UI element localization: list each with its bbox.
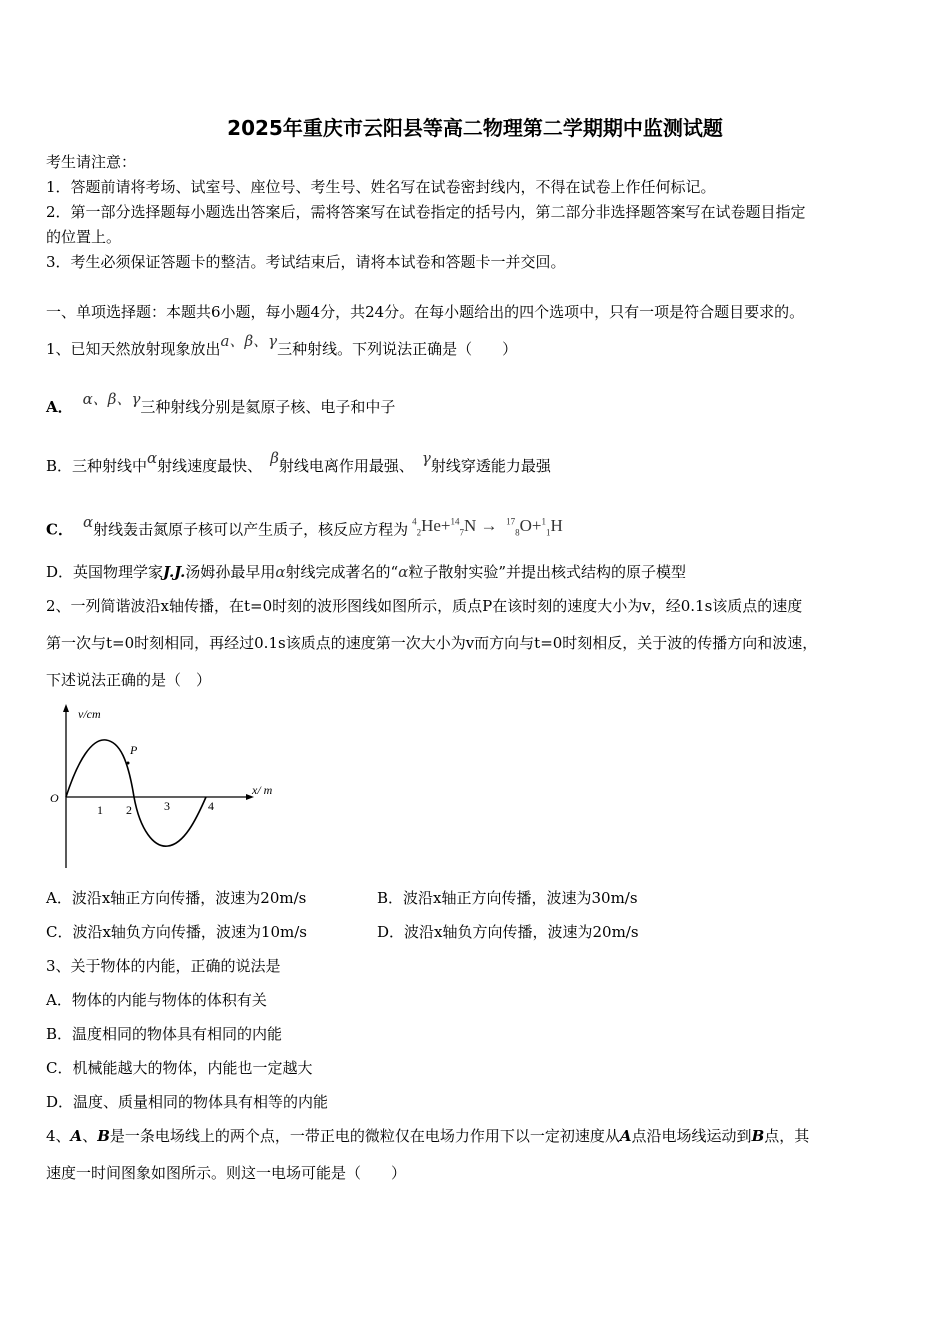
q2-line-2: 第一次与t=0时刻相同，再经过0.1s该质点的速度第一次大小为v而方向与t=0时刻相反，关于波的传播方向和波速， — [46, 634, 818, 652]
q1-c-text: 射线轰击氮原子核可以产生质子，核反应方程为 — [93, 520, 409, 539]
q1-option-c — [46, 512, 563, 546]
q3-option-c: C．机械能越大的物体，内能也一定越大 — [46, 1059, 313, 1077]
q1-d-text-1: 汤姆孙最早用 — [185, 563, 276, 581]
q1-b-text-1: 射线速度最快、 — [157, 457, 263, 475]
nuclear-reaction-formula: $^4_2$He+$^{14}_7$N → $^{17}_8$O+$^1_1$H — [412, 515, 563, 538]
notice-heading: 考生请注意： — [46, 153, 137, 171]
q1-option-a — [46, 390, 396, 417]
y-axis-arrow — [63, 704, 69, 712]
page-title: 2025年重庆市云阳县等高二物理第二学期期中监测试题 — [227, 116, 723, 140]
q1-stem-symbols: a、β、γ — [220, 332, 278, 350]
q1-d-sym-1: α — [275, 563, 286, 581]
tick-2: 2 — [126, 803, 132, 817]
q1-a-label: A． — [46, 398, 73, 416]
q1-a-text: 三种射线分别是氦原子核、电子和中子 — [140, 398, 396, 416]
q1-c-label: C． — [46, 520, 73, 539]
q3-option-a: A．物体的内能与物体的体积有关 — [46, 991, 267, 1009]
q1-b-sym-2: β — [270, 449, 279, 467]
q2-option-d: D．波沿x轴负方向传播，波速为20m/s — [377, 923, 639, 941]
q1-stem — [46, 332, 518, 359]
x-axis-label: x/ m — [252, 783, 273, 797]
q1-b-sym-3: γ — [421, 449, 431, 467]
q3-option-d: D．温度、质量相同的物体具有相等的内能 — [46, 1093, 329, 1111]
q1-d-label: D．英国物理学家 — [46, 563, 164, 581]
q1-b-label: B．三种射线中 — [46, 457, 148, 475]
notice-item-1: 1．答题前请将考场、试室号、座位号、考生号、姓名写在试卷密封线内，不得在试卷上作任何标记。 — [46, 178, 716, 196]
q1-option-d — [46, 562, 686, 582]
q1-stem-pre: 1、已知天然放射现象放出 — [46, 340, 221, 358]
wave-graph — [44, 700, 294, 870]
section-heading: 一、单项选择题：本题共6小题，每小题4分，共24分。在每小题给出的四个选项中，只有一项是符合题目要求的。 — [46, 303, 805, 321]
q2-option-a: A．波沿x轴正方向传播，波速为20m/s — [46, 889, 307, 907]
q3-option-b: B．温度相同的物体具有相同的内能 — [46, 1025, 283, 1043]
q1-d-sym-2: α — [398, 563, 409, 581]
tick-4: 4 — [208, 799, 214, 813]
q1-stem-post: 三种射线。下列说法正确是（ ） — [277, 340, 518, 358]
q2-line-3: 下述说法正确的是（ ） — [46, 671, 212, 689]
notice-item-3: 3．考生必须保证答题卡的整洁。考试结束后，请将本试卷和答题卡一并交回。 — [46, 253, 566, 271]
q1-a-symbols: α、β、γ — [82, 390, 141, 408]
point-p — [127, 762, 130, 765]
q3-stem: 3、关于物体的内能，正确的说法是 — [46, 957, 281, 975]
q1-b-text-3: 射线穿透能力最强 — [430, 457, 551, 475]
q2-line-1: 2、一列简谐波沿x轴传播，在t=0时刻的波形图线如图所示，质点P在该时刻的速度大小为v，经0.1s该质点的速度 — [46, 597, 803, 615]
q2-option-b: B．波沿x轴正方向传播，波速为30m/s — [377, 889, 638, 907]
q1-d-name: J.J. — [163, 563, 186, 581]
notice-item-2: 2．第一部分选择题每小题选出答案后，需将答案写在试卷指定的括号内，第二部分非选择题答案写在试卷题目指定 — [46, 203, 806, 221]
tick-1: 1 — [97, 803, 103, 817]
q1-d-text-3: 粒子散射实验”并提出核式结构的原子模型 — [408, 563, 686, 581]
notice-item-2-cont: 的位置上。 — [46, 228, 122, 246]
q1-option-b — [46, 449, 551, 476]
q1-b-text-2: 射线电离作用最强、 — [278, 457, 414, 475]
y-axis-label: v/cm — [78, 707, 101, 721]
q4-line-1: 4、A、B是一条电场线上的两个点，一带正电的微粒仅在电场力作用下以一定初速度从A点沿电场线运动到B点，其 — [46, 1127, 810, 1145]
q1-c-sym: α — [82, 512, 94, 531]
q4-line-2: 速度一时间图象如图所示。则这一电场可能是（ ） — [46, 1164, 407, 1182]
q2-option-c: C．波沿x轴负方向传播，波速为10m/s — [46, 923, 307, 941]
tick-3: 3 — [164, 799, 170, 813]
q1-d-text-2: 射线完成著名的“ — [285, 563, 399, 581]
origin-label: O — [50, 791, 59, 805]
q1-b-sym-1: α — [147, 449, 158, 467]
point-p-label: P — [130, 743, 138, 757]
